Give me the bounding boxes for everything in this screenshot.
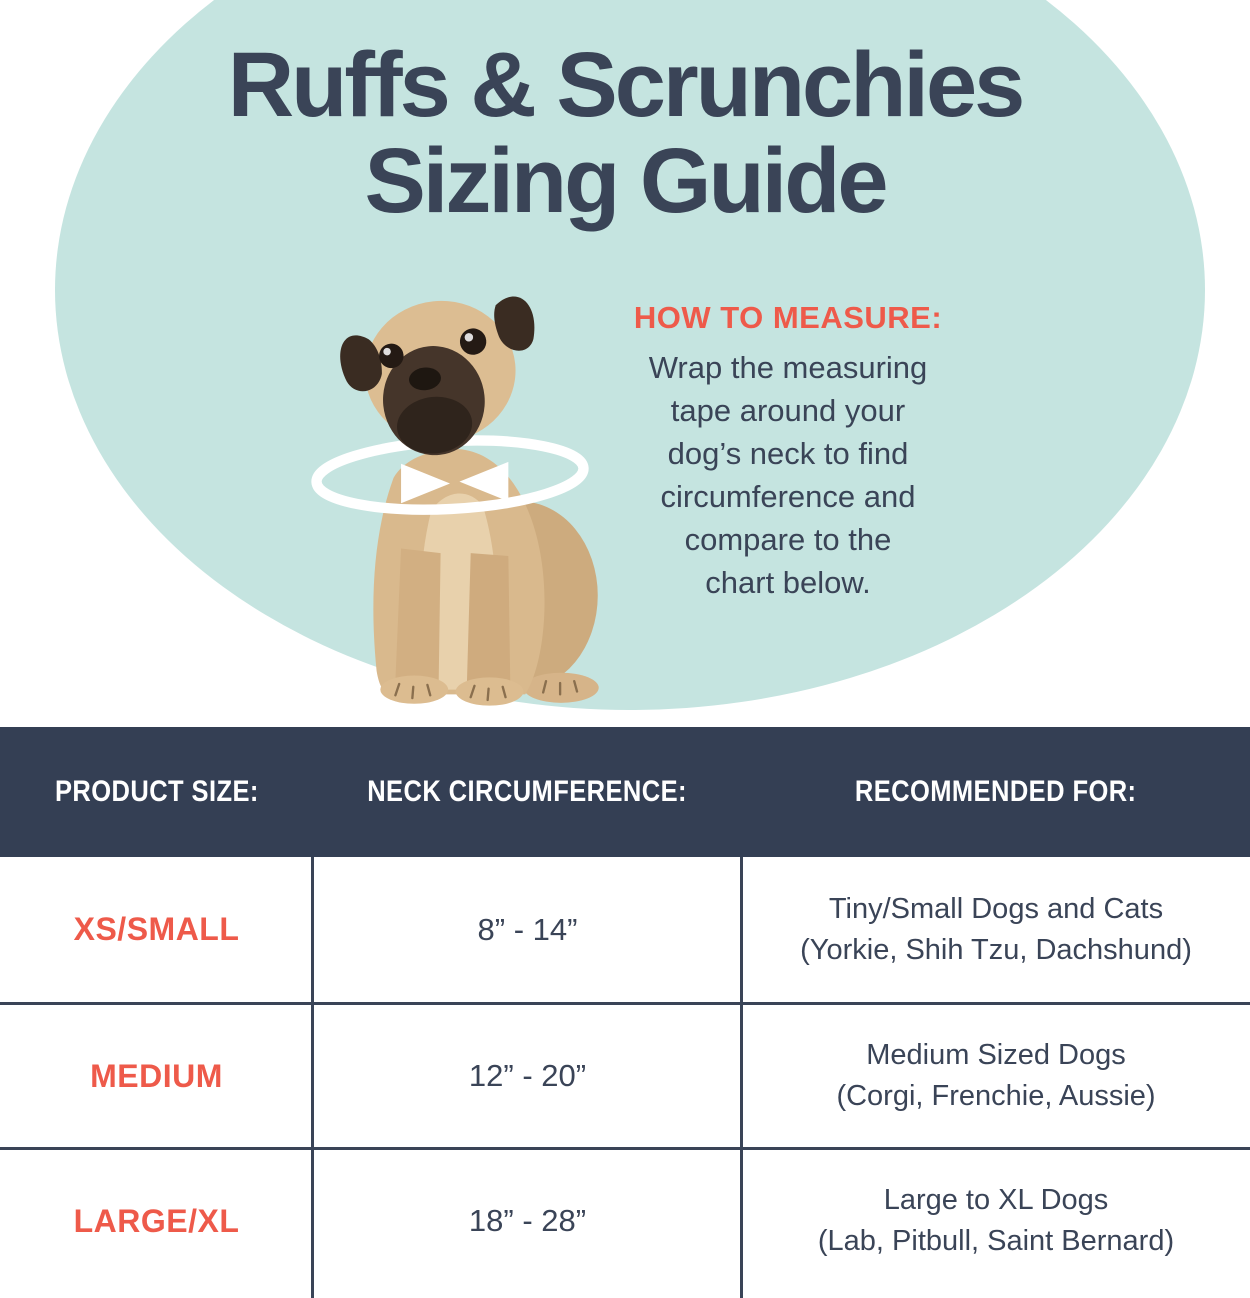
recommended-line: Large to XL Dogs (883, 1184, 1109, 1216)
recommended-line: (Yorkie, Shih Tzu, Dachshund) (800, 933, 1192, 966)
size-label: MEDIUM (90, 1057, 223, 1094)
table-column-divider (311, 857, 314, 1298)
sizing-table-body (0, 857, 1250, 1298)
table-row-large-xl (0, 1147, 1250, 1292)
recommended-for-value (742, 1035, 1250, 1117)
page-title (0, 34, 1250, 232)
measure-instruction-line: dog’s neck to find (667, 436, 909, 471)
measure-instruction-line: chart below. (705, 565, 871, 600)
pug-illustration (290, 266, 610, 718)
measure-instruction-line: compare to the (684, 522, 892, 557)
column-header-product-size: PRODUCT SIZE: (54, 775, 259, 808)
size-label: LARGE/XL (73, 1202, 240, 1239)
neck-circumference-value: 18” - 28” (468, 1203, 587, 1238)
how-to-measure-heading: HOW TO MEASURE: (633, 300, 943, 335)
size-label: XS/SMALL (73, 911, 240, 947)
measure-instruction-line: circumference and (660, 479, 916, 514)
page-title-line2: Sizing Guide (364, 129, 886, 232)
neck-circumference-value: 8” - 14” (477, 911, 578, 947)
recommended-line: Tiny/Small Dogs and Cats (828, 892, 1164, 925)
table-row-xs-small (0, 857, 1250, 1002)
sizing-table-header (0, 727, 1250, 857)
pug-photo (290, 266, 610, 718)
measure-instruction-line: tape around your (670, 393, 906, 428)
how-to-measure-block (568, 300, 1008, 604)
recommended-for-value (742, 889, 1250, 971)
recommended-for-value (742, 1180, 1250, 1262)
column-header-recommended-for: RECOMMENDED FOR: (855, 775, 1137, 808)
recommended-line: (Corgi, Frenchie, Aussie) (836, 1080, 1156, 1112)
recommended-line: Medium Sized Dogs (866, 1039, 1126, 1071)
table-row-medium (0, 1002, 1250, 1147)
measure-instruction-line: Wrap the measuring (648, 350, 928, 385)
page-title-line1: Ruffs & Scrunchies (227, 34, 1023, 136)
neck-circumference-value: 12” - 20” (468, 1058, 587, 1093)
recommended-line: (Lab, Pitbull, Saint Bernard) (817, 1225, 1175, 1257)
table-column-divider (740, 857, 743, 1298)
column-header-neck-circumference: NECK CIRCUMFERENCE: (367, 775, 688, 808)
